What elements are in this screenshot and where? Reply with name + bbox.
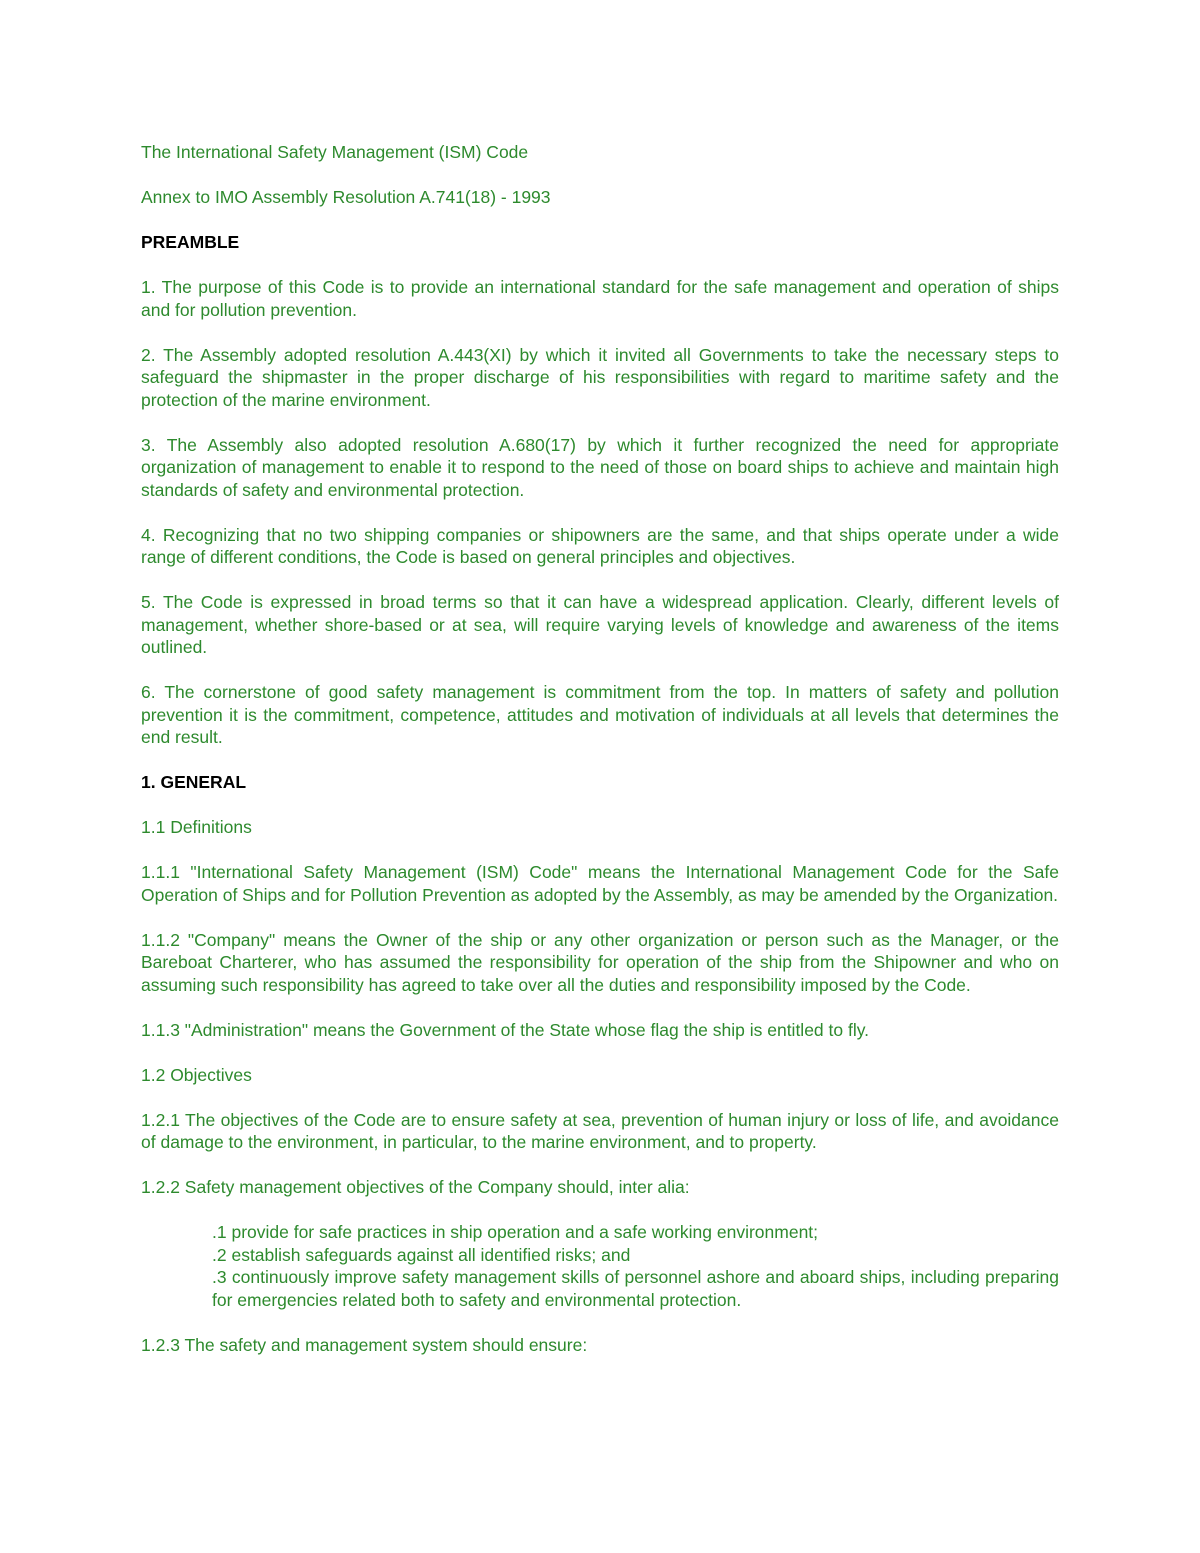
list-item: .3 continuously improve safety management skills of personnel ashore and aboard ships, including preparing for emergencies related both to safety and environmental protection.	[212, 1267, 1059, 1310]
general-heading: 1. GENERAL	[141, 772, 247, 792]
definition-1-1-3: 1.1.3 "Administration" means the Government of the State whose flag the ship is entitled to fly.	[141, 1019, 870, 1040]
preamble-paragraph-2: 2. The Assembly adopted resolution A.443(XI) by which it invited all Governments to take the necessary steps to safeguard the shipmaster in the proper discharge of his responsibilities with regard to maritime safety and the protection of the marine environment.	[141, 344, 1059, 410]
list-item: .1 provide for safe practices in ship operation and a safe working environment;	[212, 1222, 819, 1242]
definition-1-1-1: 1.1.1 "International Safety Management (ISM) Code" means the International Management Code for the Safe Operation of Ships and for Pollution Prevention as adopted by the Assembly, as may be amended by the Organization.	[141, 862, 1059, 905]
definitions-heading: 1.1 Definitions	[141, 817, 252, 837]
preamble-paragraph-3: 3. The Assembly also adopted resolution A.680(17) by which it further recognized the need for appropriate organization of management to enable it to respond to the need of those on board ships to achieve and maintain high standards of safety and environmental protection.	[141, 434, 1059, 500]
objective-1-2-2-list	[212, 1221, 1059, 1311]
document-subtitle: Annex to IMO Assembly Resolution A.741(18) - 1993	[141, 187, 551, 207]
preamble-paragraph-1: 1. The purpose of this Code is to provide an international standard for the safe management and operation of ships and for pollution prevention.	[141, 277, 1059, 320]
preamble-paragraph-6: 6. The cornerstone of good safety management is commitment from the top. In matters of safety and pollution prevention it is the commitment, competence, attitudes and motivation of individuals at all levels that determines the end result.	[141, 682, 1059, 747]
preamble-paragraph-4: 4. Recognizing that no two shipping companies or shipowners are the same, and that ships operate under a wide range of different conditions, the Code is based on general principles and objectives.	[141, 524, 1059, 567]
list-item: .2 establish safeguards against all identified risks; and	[212, 1244, 631, 1265]
document-title: The International Safety Management (ISM) Code	[141, 142, 529, 162]
definition-1-1-2: 1.1.2 "Company" means the Owner of the ship or any other organization or person such as the Manager, or the Bareboat Charterer, who has assumed the responsibility for operation of the ship from the Shipowner and who on assuming such responsibility has agreed to take over all the duties and responsibility imposed by the Code.	[141, 929, 1059, 995]
objective-1-2-3: 1.2.3 The safety and management system should ensure:	[141, 1334, 588, 1355]
objective-1-2-2: 1.2.2 Safety management objectives of the Company should, inter alia:	[141, 1177, 690, 1197]
objective-1-2-1: 1.2.1 The objectives of the Code are to ensure safety at sea, prevention of human injury or loss of life, and avoidance of damage to the environment, in particular, to the marine environment, and to property.	[141, 1109, 1059, 1152]
preamble-heading: PREAMBLE	[141, 232, 240, 252]
objectives-heading: 1.2 Objectives	[141, 1064, 252, 1085]
preamble-paragraph-5: 5. The Code is expressed in broad terms so that it can have a widespread application. Clearly, different levels of management, whether shore-based or at sea, will require varying levels of knowledge and awareness of the items outlined.	[141, 592, 1059, 657]
document-page	[141, 141, 1059, 1379]
